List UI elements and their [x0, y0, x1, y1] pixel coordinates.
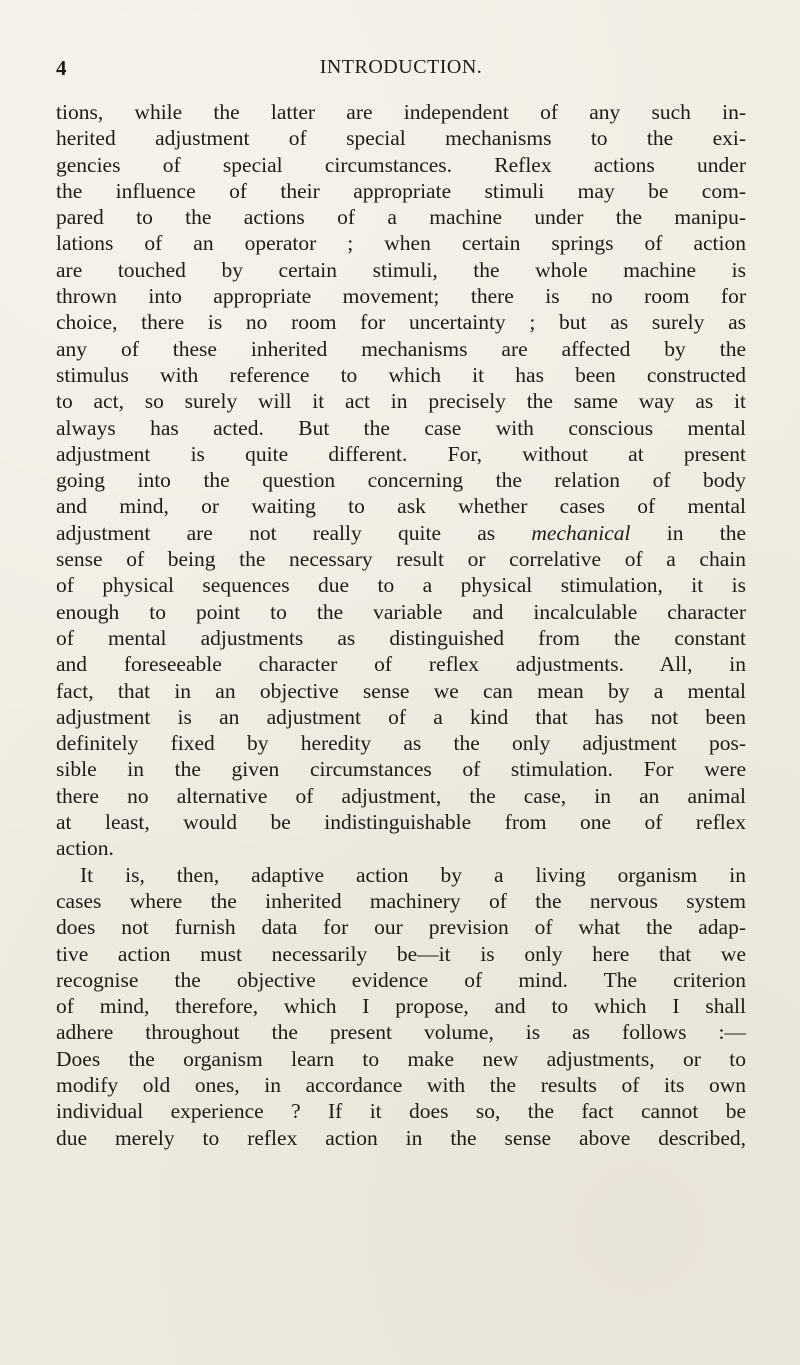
text-line: thrown into appropriate movement; there is no room for — [56, 284, 746, 309]
text-line: modify old ones, in accordance with the results of its own — [56, 1072, 746, 1097]
running-head: INTRODUCTION. — [319, 56, 483, 78]
body-text — [56, 99, 746, 1151]
text-line: at least, would be indistinguishable from one of reflex — [56, 810, 746, 835]
text-segment: adjustment are not really quite as — [56, 520, 532, 545]
text-line — [56, 520, 746, 546]
text-line: tive action must necessarily be—it is only here that we — [56, 941, 746, 966]
text-line: and foreseeable character of reflex adjustments. All, in — [56, 652, 746, 677]
text-line: going into the question concerning the relation of body — [56, 468, 746, 493]
text-line: of mental adjustments as distinguished from the constant — [56, 625, 746, 650]
text-line: choice, there is no room for uncertainty ; but as surely as — [56, 310, 746, 335]
text-line: of physical sequences due to a physical stimulation, it is — [56, 573, 746, 598]
text-segment: in the — [630, 520, 747, 545]
text-line: due merely to reflex action in the sense above described, — [56, 1125, 746, 1150]
text-line: the influence of their appropriate stimuli may be com- — [56, 178, 746, 203]
text-line: any of these inherited mechanisms are affected by the — [56, 336, 746, 361]
text-line: there no alternative of adjustment, the case, in an animal — [56, 783, 746, 808]
text-line: tions, while the latter are independent of any such in- — [56, 100, 746, 124]
text-line: does not furnish data for our prevision of what the adap- — [56, 915, 746, 940]
text-line: individual experience ? If it does so, the fact cannot be — [56, 1099, 746, 1124]
text-line: fact, that in an objective sense we can mean by a mental — [56, 678, 746, 703]
text-line: sible in the given circumstances of stimulation. For were — [56, 757, 746, 782]
text-line: definitely fixed by heredity as the only adjustment pos- — [56, 731, 746, 756]
text-line: lations of an operator ; when certain springs of action — [56, 231, 746, 256]
text-line: Does the organism learn to make new adjustments, or to — [56, 1046, 746, 1071]
text-line: are touched by certain stimuli, the whole machine is — [56, 257, 746, 282]
text-line: pared to the actions of a machine under the manipu- — [56, 205, 746, 230]
text-line: herited adjustment of special mechanisms to the exi- — [56, 126, 746, 151]
text-line: and mind, or waiting to ask whether cases of mental — [56, 494, 746, 519]
text-line: cases where the inherited machinery of the nervous system — [56, 888, 746, 913]
text-line: gencies of special circumstances. Reflex actions under — [56, 152, 746, 177]
text-line: always has acted. But the case with conscious mental — [56, 415, 746, 440]
text-line: action. — [56, 836, 114, 861]
text-line: It is, then, adaptive action by a living organism in — [80, 862, 746, 887]
text-line: enough to point to the variable and incalculable character — [56, 599, 746, 624]
italic-term: mechanical — [531, 520, 631, 545]
text-line: adhere throughout the present volume, is as follows :— — [56, 1020, 746, 1045]
page-number: 4 — [56, 56, 67, 80]
text-line: recognise the objective evidence of mind. The criterion — [56, 967, 746, 992]
text-line: to act, so surely will it act in precisely the same way as it — [56, 389, 746, 414]
text-line: adjustment is quite different. For, without at present — [56, 441, 746, 466]
text-line: sense of being the necessary result or correlative of a chain — [56, 547, 746, 572]
text-line: stimulus with reference to which it has been constructed — [56, 362, 746, 387]
text-line: adjustment is an adjustment of a kind that has not been — [56, 704, 746, 729]
text-line: of mind, therefore, which I propose, and to which I shall — [56, 994, 746, 1019]
page-header — [56, 56, 746, 86]
